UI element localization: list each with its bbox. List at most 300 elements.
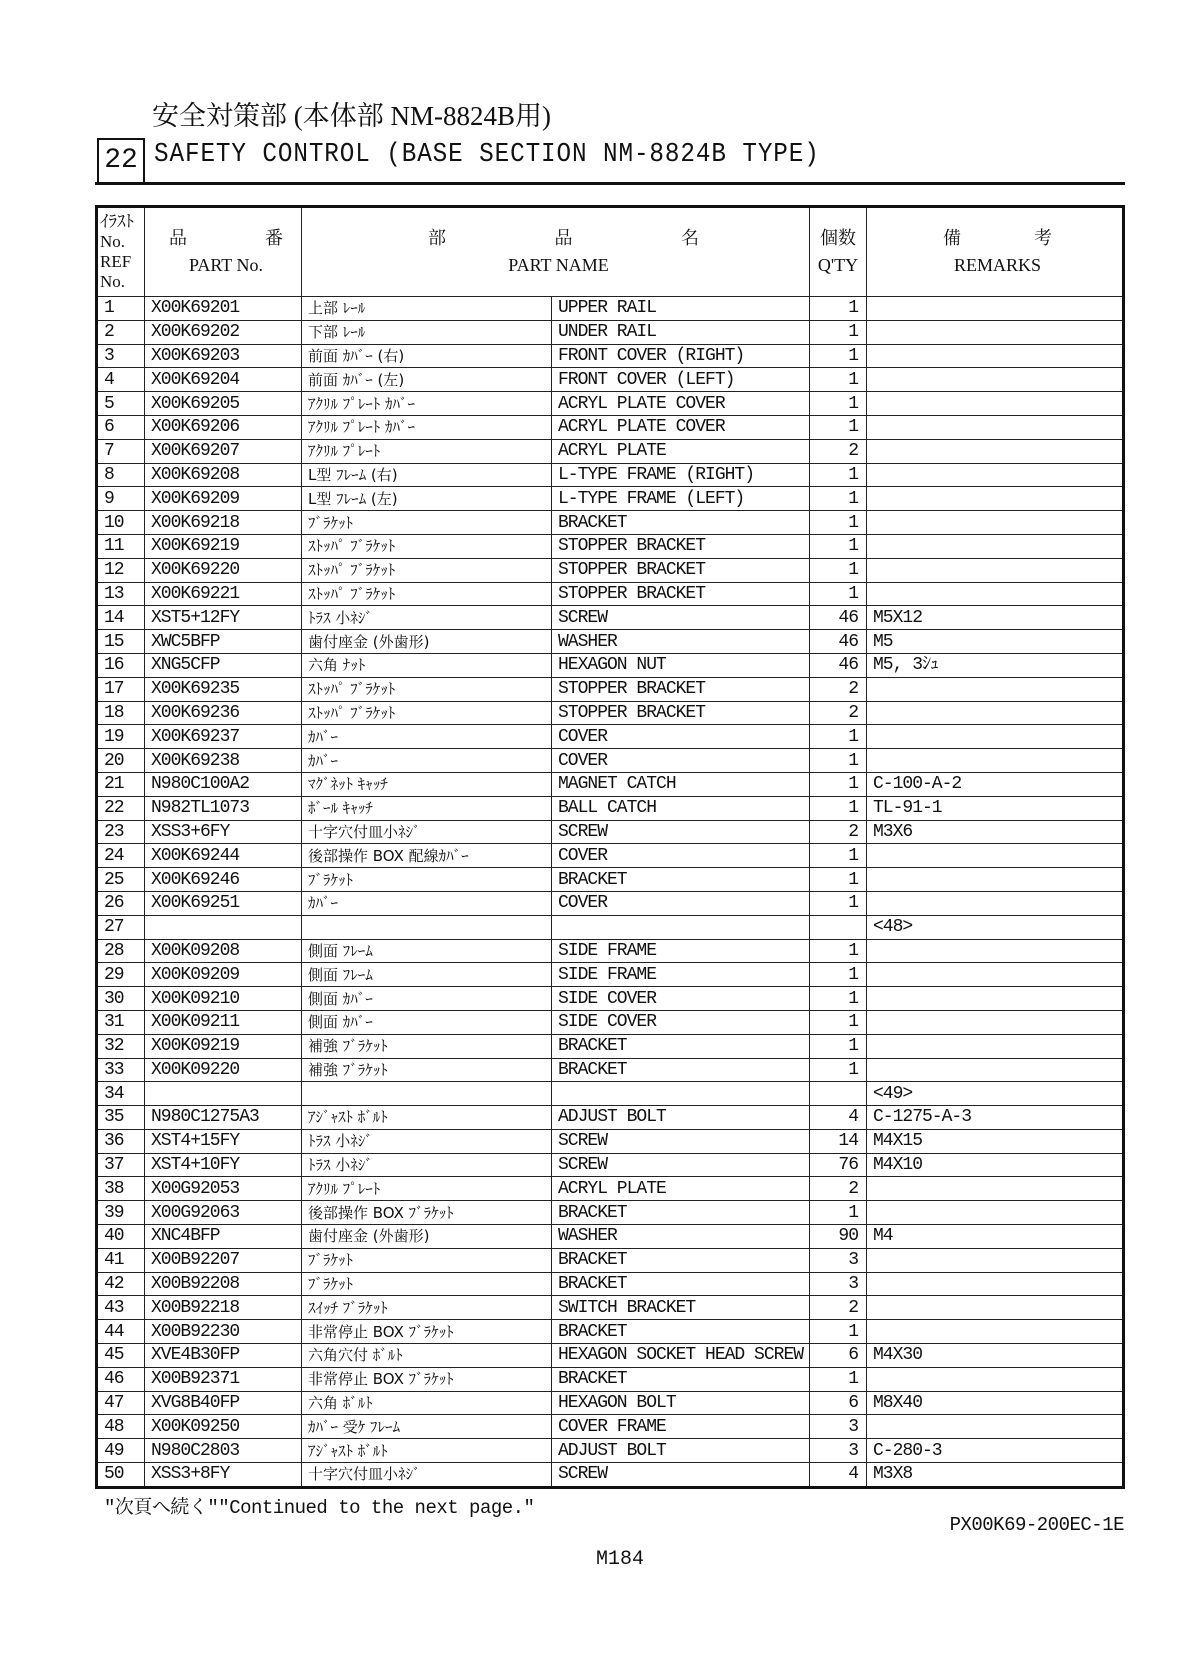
ref-cell: 49 <box>97 1439 145 1463</box>
remarks-cell: M5X12 <box>867 606 1124 630</box>
table-row <box>97 1106 1124 1130</box>
remarks-cell: M8X40 <box>867 1391 1124 1415</box>
remarks-cell <box>867 415 1124 439</box>
remarks-cell <box>867 844 1124 868</box>
part-no-cell: XST5+12FY <box>145 606 302 630</box>
name-jp-cell: ﾎﾞｰﾙ ｷｬｯﾁ <box>302 796 552 820</box>
name-en-cell: WASHER <box>552 630 810 654</box>
name-jp-cell: ﾌﾞﾗｹｯﾄ <box>302 1248 552 1272</box>
name-jp-cell: ｽﾄｯﾊﾟ ﾌﾞﾗｹｯﾄ <box>302 534 552 558</box>
part-no-cell: XST4+15FY <box>145 1129 302 1153</box>
table-row <box>97 1177 1124 1201</box>
table-row <box>97 320 1124 344</box>
part-no-cell <box>145 1082 302 1106</box>
name-jp-cell: L型 ﾌﾚｰﾑ (右) <box>302 463 552 487</box>
part-no-cell: X00K09209 <box>145 963 302 987</box>
name-en-cell: SCREW <box>552 1129 810 1153</box>
name-en-cell: SCREW <box>552 1463 810 1488</box>
qty-cell: 6 <box>810 1344 867 1368</box>
name-en-cell: BRACKET <box>552 868 810 892</box>
ref-cell: 47 <box>97 1391 145 1415</box>
part-no-cell: X00K69236 <box>145 701 302 725</box>
table-row <box>97 1129 1124 1153</box>
ref-cell: 7 <box>97 439 145 463</box>
part-no-cell: X00K69235 <box>145 677 302 701</box>
qty-cell: 1 <box>810 558 867 582</box>
part-no-cell: X00K69204 <box>145 368 302 392</box>
name-en-cell: BRACKET <box>552 1201 810 1225</box>
name-en-cell: SWITCH BRACKET <box>552 1296 810 1320</box>
name-en-cell: L-TYPE FRAME (LEFT) <box>552 487 810 511</box>
remarks-cell <box>867 725 1124 749</box>
part-no-cell: X00B92207 <box>145 1248 302 1272</box>
title-rule <box>95 182 1125 185</box>
remarks-cell: TL-91-1 <box>867 796 1124 820</box>
header-ref <box>97 207 145 297</box>
qty-cell: 3 <box>810 1272 867 1296</box>
name-en-cell: STOPPER BRACKET <box>552 558 810 582</box>
remarks-cell: M4X10 <box>867 1153 1124 1177</box>
name-en-cell: HEXAGON SOCKET HEAD SCREW <box>552 1344 810 1368</box>
header-part-no-jp2: 番 <box>265 228 283 248</box>
table-row <box>97 749 1124 773</box>
ref-cell: 35 <box>97 1106 145 1130</box>
name-en-cell: BRACKET <box>552 511 810 535</box>
table-row <box>97 1248 1124 1272</box>
ref-cell: 17 <box>97 677 145 701</box>
part-no-cell: X00B92208 <box>145 1272 302 1296</box>
qty-cell: 1 <box>810 487 867 511</box>
qty-cell: 2 <box>810 1177 867 1201</box>
table-row <box>97 368 1124 392</box>
name-jp-cell: 前面 ｶﾊﾞｰ (左) <box>302 368 552 392</box>
remarks-cell <box>867 1367 1124 1391</box>
part-no-cell: XVE4B30FP <box>145 1344 302 1368</box>
name-en-cell: SIDE COVER <box>552 987 810 1011</box>
table-row <box>97 1153 1124 1177</box>
name-jp-cell: 十字穴付皿小ﾈｼﾞ <box>302 1463 552 1488</box>
name-jp-cell: ｽｲｯﾁ ﾌﾞﾗｹｯﾄ <box>302 1296 552 1320</box>
qty-cell: 2 <box>810 701 867 725</box>
remarks-cell: C-100-A-2 <box>867 772 1124 796</box>
qty-cell: 1 <box>810 368 867 392</box>
remarks-cell <box>867 558 1124 582</box>
table-row <box>97 582 1124 606</box>
name-jp-cell: 側面 ﾌﾚｰﾑ <box>302 963 552 987</box>
page-number: M184 <box>596 1548 645 1571</box>
remarks-cell <box>867 439 1124 463</box>
name-jp-cell: ｱｼﾞｬｽﾄ ﾎﾞﾙﾄ <box>302 1439 552 1463</box>
qty-cell: 2 <box>810 1296 867 1320</box>
name-en-cell: STOPPER BRACKET <box>552 582 810 606</box>
part-no-cell: XNG5CFP <box>145 653 302 677</box>
ref-cell: 20 <box>97 749 145 773</box>
table-row <box>97 963 1124 987</box>
name-en-cell: UPPER RAIL <box>552 297 810 321</box>
header-qty-en: Q'TY <box>817 255 859 275</box>
table-row <box>97 1344 1124 1368</box>
ref-cell: 46 <box>97 1367 145 1391</box>
ref-cell: 15 <box>97 630 145 654</box>
table-header <box>97 207 1124 297</box>
remarks-cell <box>867 891 1124 915</box>
table-row <box>97 606 1124 630</box>
ref-cell: 19 <box>97 725 145 749</box>
header-part-no-en: PART No. <box>189 255 263 275</box>
ref-cell: 16 <box>97 653 145 677</box>
table-row <box>97 1058 1124 1082</box>
name-jp-cell: ｶﾊﾞｰ <box>302 749 552 773</box>
ref-cell: 25 <box>97 868 145 892</box>
ref-cell: 11 <box>97 534 145 558</box>
ref-cell: 9 <box>97 487 145 511</box>
remarks-cell <box>867 392 1124 416</box>
remarks-cell <box>867 1010 1124 1034</box>
title-english: SAFETY CONTROL (BASE SECTION NM-8824B TYPE) <box>154 140 820 170</box>
ref-cell: 40 <box>97 1225 145 1249</box>
ref-cell: 6 <box>97 415 145 439</box>
name-jp-cell <box>302 915 552 939</box>
qty-cell: 1 <box>810 344 867 368</box>
table-row <box>97 820 1124 844</box>
name-en-cell: SCREW <box>552 606 810 630</box>
qty-cell: 1 <box>810 534 867 558</box>
name-jp-cell: ｱｸﾘﾙ ﾌﾟﾚｰﾄ ｶﾊﾞｰ <box>302 415 552 439</box>
qty-cell <box>810 1082 867 1106</box>
ref-cell: 2 <box>97 320 145 344</box>
table-row <box>97 701 1124 725</box>
remarks-cell: M3X6 <box>867 820 1124 844</box>
name-en-cell: HEXAGON NUT <box>552 653 810 677</box>
ref-cell: 36 <box>97 1129 145 1153</box>
name-en-cell: ADJUST BOLT <box>552 1106 810 1130</box>
name-en-cell: SCREW <box>552 820 810 844</box>
table-row <box>97 915 1124 939</box>
parts-table <box>95 205 1125 1489</box>
name-jp-cell: ｱｸﾘﾙ ﾌﾟﾚｰﾄ <box>302 1177 552 1201</box>
name-jp-cell: 非常停止 BOX ﾌﾞﾗｹｯﾄ <box>302 1320 552 1344</box>
remarks-cell <box>867 582 1124 606</box>
name-jp-cell: 十字穴付皿小ﾈｼﾞ <box>302 820 552 844</box>
header-ref-jp: ｲﾗｽﾄ <box>100 212 134 231</box>
remarks-cell <box>867 868 1124 892</box>
table-row <box>97 1320 1124 1344</box>
part-no-cell: X00K69219 <box>145 534 302 558</box>
name-en-cell: L-TYPE FRAME (RIGHT) <box>552 463 810 487</box>
qty-cell: 1 <box>810 582 867 606</box>
qty-cell: 1 <box>810 844 867 868</box>
qty-cell: 1 <box>810 987 867 1011</box>
qty-cell: 1 <box>810 1367 867 1391</box>
ref-cell: 28 <box>97 939 145 963</box>
name-en-cell: BRACKET <box>552 1272 810 1296</box>
name-en-cell: ACRYL PLATE <box>552 1177 810 1201</box>
qty-cell: 1 <box>810 963 867 987</box>
part-no-cell: X00K69209 <box>145 487 302 511</box>
name-en-cell: BRACKET <box>552 1034 810 1058</box>
table-row <box>97 1463 1124 1488</box>
part-no-cell: X00K69205 <box>145 392 302 416</box>
remarks-cell <box>867 939 1124 963</box>
ref-cell: 34 <box>97 1082 145 1106</box>
remarks-cell: M5, 3ｼｭ <box>867 653 1124 677</box>
ref-cell: 4 <box>97 368 145 392</box>
ref-cell: 42 <box>97 1272 145 1296</box>
table-row <box>97 487 1124 511</box>
table-row <box>97 1034 1124 1058</box>
name-en-cell: SIDE COVER <box>552 1010 810 1034</box>
qty-cell <box>810 915 867 939</box>
remarks-cell <box>867 1177 1124 1201</box>
table-row <box>97 392 1124 416</box>
name-en-cell: ACRYL PLATE <box>552 439 810 463</box>
ref-cell: 43 <box>97 1296 145 1320</box>
name-jp-cell: ﾄﾗｽ 小ﾈｼﾞ <box>302 606 552 630</box>
header-name-en: PART NAME <box>508 255 609 275</box>
remarks-cell: M3X8 <box>867 1463 1124 1488</box>
ref-cell: 13 <box>97 582 145 606</box>
header-ref-en: REF <box>100 252 132 271</box>
name-jp-cell <box>302 1082 552 1106</box>
header-name-jp3: 名 <box>681 228 699 248</box>
document-code: PX00K69-200EC-1E <box>949 1514 1124 1536</box>
table-row <box>97 439 1124 463</box>
qty-cell: 1 <box>810 772 867 796</box>
part-no-cell: XWC5BFP <box>145 630 302 654</box>
table-row <box>97 653 1124 677</box>
part-no-cell: X00B92218 <box>145 1296 302 1320</box>
ref-cell: 37 <box>97 1153 145 1177</box>
ref-cell: 32 <box>97 1034 145 1058</box>
name-jp-cell: 六角穴付 ﾎﾞﾙﾄ <box>302 1344 552 1368</box>
table-row <box>97 987 1124 1011</box>
part-no-cell: XSS3+8FY <box>145 1463 302 1488</box>
table-row <box>97 534 1124 558</box>
name-jp-cell: ｱｸﾘﾙ ﾌﾟﾚｰﾄ ｶﾊﾞｰ <box>302 392 552 416</box>
qty-cell: 46 <box>810 606 867 630</box>
ref-cell: 27 <box>97 915 145 939</box>
qty-cell: 1 <box>810 796 867 820</box>
ref-cell: 30 <box>97 987 145 1011</box>
name-en-cell: BRACKET <box>552 1320 810 1344</box>
qty-cell: 3 <box>810 1439 867 1463</box>
ref-cell: 8 <box>97 463 145 487</box>
header-remarks <box>867 207 1124 297</box>
remarks-cell <box>867 463 1124 487</box>
part-no-cell: X00K69203 <box>145 344 302 368</box>
name-jp-cell: 上部 ﾚｰﾙ <box>302 297 552 321</box>
table-row <box>97 297 1124 321</box>
part-no-cell: XSS3+6FY <box>145 820 302 844</box>
ref-cell: 14 <box>97 606 145 630</box>
remarks-cell <box>867 1296 1124 1320</box>
remarks-cell <box>867 511 1124 535</box>
name-jp-cell: 非常停止 BOX ﾌﾞﾗｹｯﾄ <box>302 1367 552 1391</box>
ref-cell: 24 <box>97 844 145 868</box>
ref-cell: 44 <box>97 1320 145 1344</box>
table-row <box>97 1391 1124 1415</box>
remarks-cell <box>867 368 1124 392</box>
name-en-cell: BRACKET <box>552 1248 810 1272</box>
remarks-cell <box>867 701 1124 725</box>
part-no-cell: X00K69218 <box>145 511 302 535</box>
part-no-cell: X00K69207 <box>145 439 302 463</box>
ref-cell: 33 <box>97 1058 145 1082</box>
table-row <box>97 844 1124 868</box>
remarks-cell: C-280-3 <box>867 1439 1124 1463</box>
ref-cell: 38 <box>97 1177 145 1201</box>
ref-cell: 29 <box>97 963 145 987</box>
qty-cell: 1 <box>810 939 867 963</box>
header-ref-no2: No. <box>100 272 126 291</box>
table-row <box>97 558 1124 582</box>
ref-cell: 41 <box>97 1248 145 1272</box>
part-no-cell: X00K09220 <box>145 1058 302 1082</box>
table-row <box>97 1367 1124 1391</box>
part-no-cell: X00K09250 <box>145 1415 302 1439</box>
name-en-cell <box>552 1082 810 1106</box>
table-row <box>97 1272 1124 1296</box>
name-en-cell: BALL CATCH <box>552 796 810 820</box>
part-no-cell: X00K69202 <box>145 320 302 344</box>
table-row <box>97 463 1124 487</box>
part-no-cell: X00K69244 <box>145 844 302 868</box>
part-no-cell: X00K69246 <box>145 868 302 892</box>
remarks-cell <box>867 1272 1124 1296</box>
table-row <box>97 1415 1124 1439</box>
qty-cell: 14 <box>810 1129 867 1153</box>
ref-cell: 21 <box>97 772 145 796</box>
name-jp-cell: 前面 ｶﾊﾞｰ (右) <box>302 344 552 368</box>
ref-cell: 10 <box>97 511 145 535</box>
table-row <box>97 868 1124 892</box>
name-en-cell: WASHER <box>552 1225 810 1249</box>
remarks-cell: M4 <box>867 1225 1124 1249</box>
part-no-cell: X00G92063 <box>145 1201 302 1225</box>
name-en-cell: HEXAGON BOLT <box>552 1391 810 1415</box>
header-name-jp1: 部 <box>428 228 446 248</box>
qty-cell: 1 <box>810 463 867 487</box>
header-part-no-jp1: 品 <box>169 228 187 248</box>
ref-cell: 45 <box>97 1344 145 1368</box>
name-en-cell: SIDE FRAME <box>552 939 810 963</box>
qty-cell: 1 <box>810 868 867 892</box>
ref-cell: 48 <box>97 1415 145 1439</box>
ref-cell: 1 <box>97 297 145 321</box>
name-en-cell: COVER <box>552 844 810 868</box>
table-row <box>97 1225 1124 1249</box>
remarks-cell <box>867 297 1124 321</box>
remarks-cell: M4X15 <box>867 1129 1124 1153</box>
header-remarks-jp2: 考 <box>1034 228 1052 248</box>
qty-cell: 1 <box>810 297 867 321</box>
remarks-cell: C-1275-A-3 <box>867 1106 1124 1130</box>
part-no-cell: X00K69221 <box>145 582 302 606</box>
ref-cell: 12 <box>97 558 145 582</box>
qty-cell: 46 <box>810 653 867 677</box>
header-part-no <box>145 207 302 297</box>
continued-note: "次頁へ続く""Continued to the next page." <box>104 1497 535 1519</box>
header-qty-jp: 個数 <box>820 228 856 248</box>
name-en-cell: MAGNET CATCH <box>552 772 810 796</box>
table-row <box>97 891 1124 915</box>
name-en-cell: FRONT COVER (LEFT) <box>552 368 810 392</box>
name-en-cell: STOPPER BRACKET <box>552 677 810 701</box>
header-ref-no: No. <box>100 232 126 251</box>
part-no-cell: X00K09208 <box>145 939 302 963</box>
name-jp-cell: L型 ﾌﾚｰﾑ (左) <box>302 487 552 511</box>
qty-cell: 6 <box>810 1391 867 1415</box>
part-no-cell: X00K69220 <box>145 558 302 582</box>
ref-cell: 31 <box>97 1010 145 1034</box>
table-row <box>97 630 1124 654</box>
part-no-cell: X00K09210 <box>145 987 302 1011</box>
name-en-cell: ACRYL PLATE COVER <box>552 392 810 416</box>
table-row <box>97 796 1124 820</box>
remarks-cell <box>867 1320 1124 1344</box>
name-jp-cell: 側面 ﾌﾚｰﾑ <box>302 939 552 963</box>
name-en-cell: ADJUST BOLT <box>552 1439 810 1463</box>
section-number: 22 <box>97 138 145 184</box>
qty-cell: 1 <box>810 392 867 416</box>
name-jp-cell: ｶﾊﾞｰ 受ｹ ﾌﾚｰﾑ <box>302 1415 552 1439</box>
qty-cell: 76 <box>810 1153 867 1177</box>
name-jp-cell: 六角 ﾅｯﾄ <box>302 653 552 677</box>
table-row <box>97 1439 1124 1463</box>
name-en-cell: STOPPER BRACKET <box>552 701 810 725</box>
qty-cell: 1 <box>810 1058 867 1082</box>
part-no-cell: X00K69238 <box>145 749 302 773</box>
name-jp-cell: ｱｼﾞｬｽﾄ ﾎﾞﾙﾄ <box>302 1106 552 1130</box>
remarks-cell <box>867 344 1124 368</box>
remarks-cell <box>867 987 1124 1011</box>
remarks-cell <box>867 487 1124 511</box>
part-no-cell: X00K09211 <box>145 1010 302 1034</box>
table-row <box>97 1201 1124 1225</box>
ref-cell: 23 <box>97 820 145 844</box>
ref-cell: 50 <box>97 1463 145 1488</box>
name-jp-cell: 側面 ｶﾊﾞｰ <box>302 987 552 1011</box>
qty-cell: 1 <box>810 415 867 439</box>
qty-cell: 1 <box>810 1320 867 1344</box>
qty-cell: 90 <box>810 1225 867 1249</box>
name-jp-cell: 後部操作 BOX ﾌﾞﾗｹｯﾄ <box>302 1201 552 1225</box>
remarks-cell <box>867 1201 1124 1225</box>
ref-cell: 39 <box>97 1201 145 1225</box>
remarks-cell <box>867 1248 1124 1272</box>
table-row <box>97 725 1124 749</box>
name-jp-cell: ｽﾄｯﾊﾟ ﾌﾞﾗｹｯﾄ <box>302 558 552 582</box>
part-no-cell: N980C2803 <box>145 1439 302 1463</box>
qty-cell: 1 <box>810 511 867 535</box>
qty-cell: 46 <box>810 630 867 654</box>
header-part-name <box>302 207 810 297</box>
qty-cell: 1 <box>810 320 867 344</box>
name-jp-cell: 後部操作 BOX 配線ｶﾊﾞｰ <box>302 844 552 868</box>
ref-cell: 5 <box>97 392 145 416</box>
name-jp-cell: 歯付座金 (外歯形) <box>302 630 552 654</box>
remarks-cell: M4X30 <box>867 1344 1124 1368</box>
remarks-cell <box>867 1415 1124 1439</box>
name-jp-cell: 下部 ﾚｰﾙ <box>302 320 552 344</box>
name-jp-cell: ｽﾄｯﾊﾟ ﾌﾞﾗｹｯﾄ <box>302 701 552 725</box>
name-jp-cell: ﾌﾞﾗｹｯﾄ <box>302 511 552 535</box>
name-jp-cell: 側面 ｶﾊﾞｰ <box>302 1010 552 1034</box>
remarks-cell <box>867 963 1124 987</box>
name-jp-cell: ﾄﾗｽ 小ﾈｼﾞ <box>302 1129 552 1153</box>
part-no-cell: N982TL1073 <box>145 796 302 820</box>
name-jp-cell: 歯付座金 (外歯形) <box>302 1225 552 1249</box>
